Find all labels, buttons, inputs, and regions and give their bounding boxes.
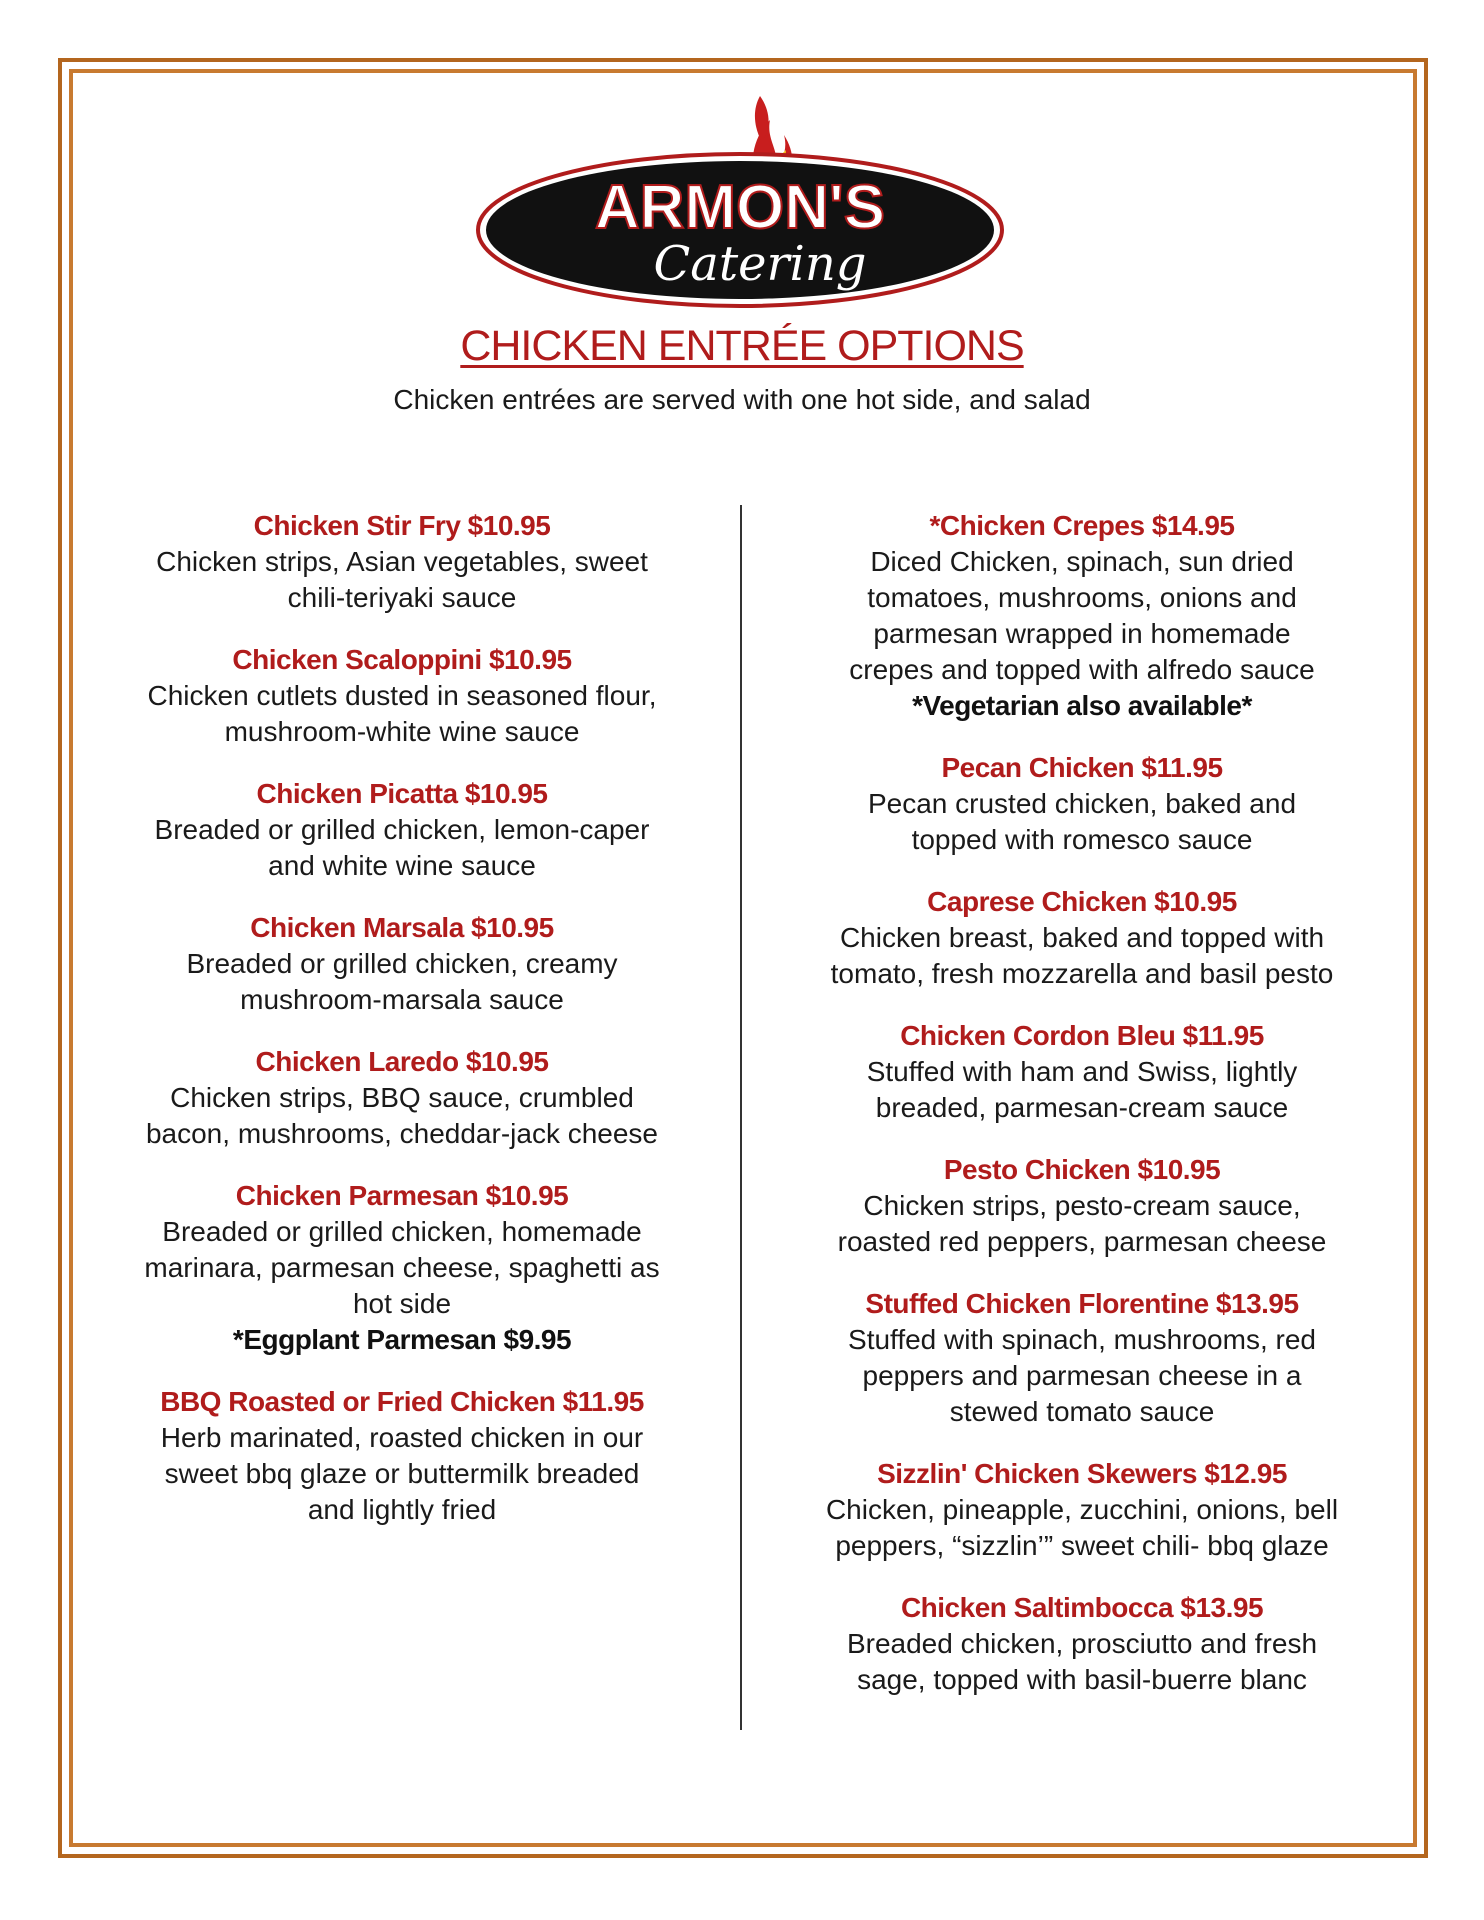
menu-item-title: Chicken Parmesan $10.95 [235, 1180, 569, 1211]
menu-item-title: Chicken Cordon Bleu $11.95 [900, 1020, 1264, 1051]
menu-item [95, 1384, 709, 1528]
menu-item-description: chili-teriyaki sauce [287, 582, 517, 613]
menu-item-description: peppers, “sizzlin’” sweet chili- bbq glaze [835, 1530, 1329, 1561]
menu-item-title: Chicken Saltimbocca $13.95 [900, 1592, 1264, 1623]
menu-item-title: Chicken Stir Fry $10.95 [253, 510, 551, 541]
menu-item [95, 642, 709, 750]
menu-item-description: Chicken breast, baked and topped with [839, 922, 1325, 953]
menu-item-title: Pesto Chicken $10.95 [943, 1154, 1221, 1185]
menu-item-description: peppers and parmesan cheese in a [862, 1360, 1302, 1391]
menu-item-description: Chicken strips, BBQ sauce, crumbled [170, 1082, 634, 1113]
menu-item-description: Chicken strips, pesto-cream sauce, [863, 1190, 1301, 1221]
menu-item-description: breaded, parmesan-cream sauce [875, 1092, 1289, 1123]
menu-item-title: Chicken Laredo $10.95 [255, 1046, 549, 1077]
menu-item-title: Caprese Chicken $10.95 [927, 886, 1237, 917]
menu-item-description: Chicken cutlets dusted in seasoned flour, [147, 680, 657, 711]
menu-item-description: topped with romesco sauce [911, 824, 1253, 855]
menu-item-description: hot side [352, 1288, 452, 1319]
menu-item-description: and white wine sauce [268, 850, 536, 881]
menu-item-description: crepes and topped with alfredo sauce [849, 654, 1315, 685]
menu-item-title: BBQ Roasted or Fried Chicken $11.95 [160, 1386, 644, 1417]
menu-item-description: mushroom-marsala sauce [240, 984, 564, 1015]
menu-item [95, 1044, 709, 1152]
menu-item-title: Chicken Marsala $10.95 [250, 912, 554, 943]
menu-item-description: bacon, mushrooms, cheddar-jack cheese [145, 1118, 659, 1149]
menu-item-title: *Chicken Crepes $14.95 [929, 510, 1235, 541]
menu-item-description: Breaded or grilled chicken, lemon-caper [154, 814, 650, 845]
column-divider [740, 505, 742, 1730]
menu-item-note: *Eggplant Parmesan $9.95 [232, 1324, 572, 1355]
menu-item [95, 910, 709, 1018]
menu-item-description: Diced Chicken, spinach, sun dried [870, 546, 1294, 577]
menu-item-description: Stuffed with spinach, mushrooms, red [848, 1324, 1316, 1355]
menu-item-description: and lightly fried [307, 1494, 497, 1525]
menu-item-title: Chicken Picatta $10.95 [256, 778, 548, 809]
page-subtitle: Chicken entrées are served with one hot side, and salad [393, 384, 1091, 415]
menu-item-description: Pecan crusted chicken, baked and [867, 788, 1297, 819]
menu-item-title: Chicken Scaloppini $10.95 [232, 644, 572, 675]
menu-item [95, 776, 709, 884]
menu-item-description: Chicken, pineapple, zucchini, onions, bell [825, 1494, 1339, 1525]
armons-catering-logo [470, 80, 1010, 310]
menu-item [775, 508, 1389, 724]
menu-item [775, 884, 1389, 992]
menu-item-description: Breaded or grilled chicken, homemade [162, 1216, 642, 1247]
menu-item-description: Breaded or grilled chicken, creamy [186, 948, 618, 979]
menu-item-title: Sizzlin' Chicken Skewers $12.95 [877, 1458, 1287, 1489]
menu-item-description: tomato, fresh mozzarella and basil pesto [830, 958, 1334, 989]
menu-item-description: Herb marinated, roasted chicken in our [160, 1422, 644, 1453]
menu-item-description: tomatoes, mushrooms, onions and [867, 582, 1297, 613]
menu-item-title: Pecan Chicken $11.95 [941, 752, 1223, 783]
menu-item-description: parmesan wrapped in homemade [873, 618, 1291, 649]
logo-tagline-text: Catering [653, 236, 867, 292]
menu-item [95, 508, 709, 616]
menu-item-description: roasted red peppers, parmesan cheese [837, 1226, 1327, 1257]
menu-item-description: Chicken strips, Asian vegetables, sweet [156, 546, 648, 577]
menu-item [775, 1590, 1389, 1698]
menu-item-description: marinara, parmesan cheese, spaghetti as [144, 1252, 660, 1283]
left-menu-column [95, 508, 709, 1554]
menu-item-description: mushroom-white wine sauce [224, 716, 580, 747]
menu-item [775, 1018, 1389, 1126]
page-title: CHICKEN ENTRÉE OPTIONS [460, 322, 1024, 370]
menu-item [775, 1286, 1389, 1430]
menu-item-description: Breaded chicken, prosciutto and fresh [846, 1628, 1318, 1659]
menu-item-note: *Vegetarian also available* [912, 690, 1252, 721]
menu-item-title: Stuffed Chicken Florentine $13.95 [865, 1288, 1299, 1319]
menu-item [775, 1456, 1389, 1564]
menu-item [775, 750, 1389, 858]
menu-item [775, 1152, 1389, 1260]
right-menu-column [775, 508, 1389, 1724]
menu-item-description: sweet bbq glaze or buttermilk breaded [164, 1458, 640, 1489]
menu-item [95, 1178, 709, 1358]
logo-brand-text: ARMON'S [594, 173, 886, 242]
menu-item-description: sage, topped with basil-buerre blanc [857, 1664, 1307, 1695]
menu-item-description: stewed tomato sauce [949, 1396, 1215, 1427]
menu-item-description: Stuffed with ham and Swiss, lightly [866, 1056, 1298, 1087]
